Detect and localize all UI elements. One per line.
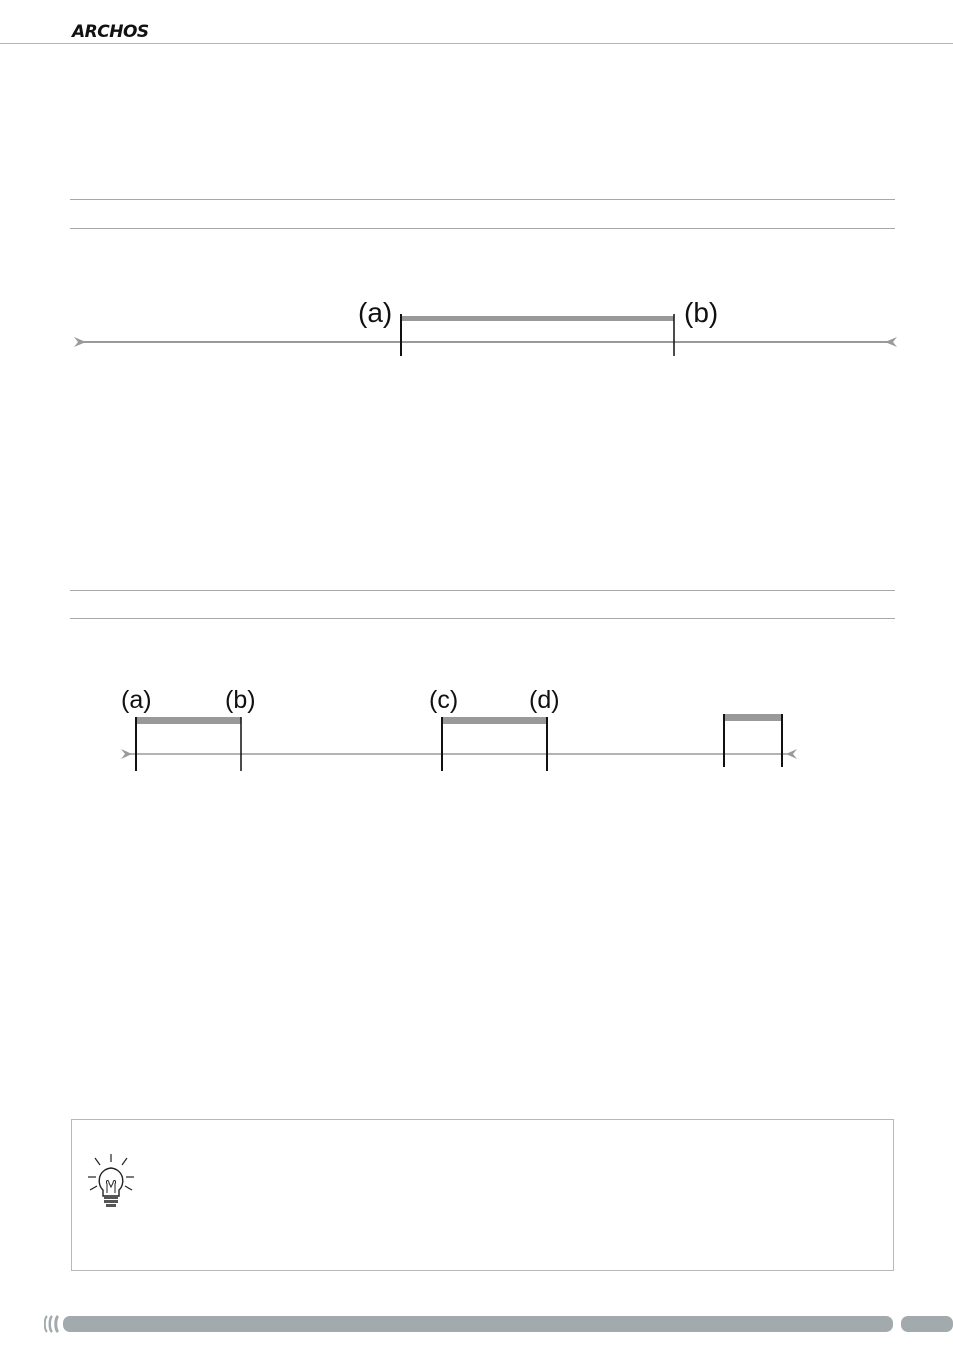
timeline-end-arrow (885, 337, 897, 347)
label-a: (a) (358, 297, 393, 328)
label-d: (d) (529, 686, 560, 714)
header-divider (0, 43, 953, 44)
timeline-start-arrow (74, 337, 86, 347)
footer-bar (44, 1315, 953, 1333)
tip-box (71, 1119, 894, 1271)
section-rule-bottom-2 (70, 618, 895, 619)
label-b: (b) (225, 686, 256, 714)
multi-segment-diagram (0, 680, 953, 780)
archos-logo: ARCHOS (72, 22, 149, 42)
segment-bar-ab (136, 717, 241, 724)
label-b: (b) (684, 297, 719, 328)
timeline-start-arrow (121, 749, 132, 759)
section-rule-top-2 (70, 590, 895, 591)
segment-bar-cd (442, 717, 547, 724)
section-rule-bottom-1 (70, 228, 895, 229)
timeline-end-arrow (786, 749, 797, 759)
label-c: (c) (429, 686, 459, 714)
segment-bar-unlabeled (724, 714, 782, 721)
lightbulb-icon (86, 1152, 136, 1214)
segment-bar-ab (401, 316, 674, 321)
section-rule-top-1 (70, 199, 895, 200)
single-segment-diagram (0, 285, 953, 375)
label-a: (a) (121, 686, 152, 714)
